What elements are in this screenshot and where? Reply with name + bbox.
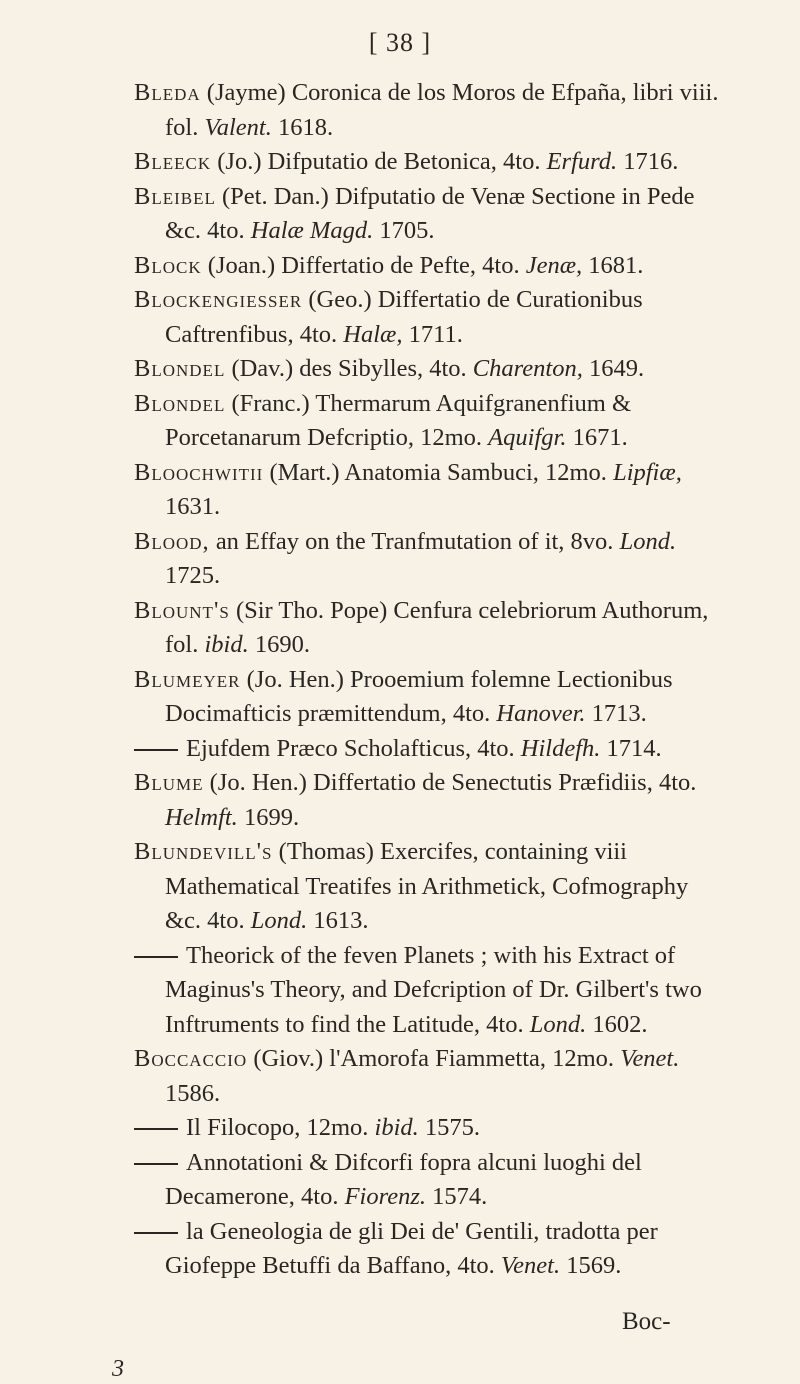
catalogue-entry: [134, 456, 725, 525]
entry-title: Ejufdem Præco Scholafticus, 4to.: [186, 734, 521, 762]
entry-year: 1690.: [248, 631, 310, 658]
entry-year: 1716.: [617, 148, 679, 175]
entry-title: (Geo.) Differtatio de Curationibus Caftrenfibus, 4to.: [165, 286, 643, 348]
catalogue-entry: [134, 766, 725, 835]
catalogue-entry: [134, 835, 725, 939]
entry-place: Lond.: [619, 527, 677, 555]
entry-author: Boccaccio: [134, 1045, 248, 1072]
entry-title: (Thomas) Exercifes, containing viii Mathematical Treatifes in Arithmetick, Cofmography &c. 4to.: [165, 838, 689, 934]
catalogue-entry: [134, 387, 725, 456]
catalogue-entry: [134, 1146, 725, 1215]
entry-year: 1586.: [165, 1079, 221, 1107]
catalogue-entry: [134, 939, 725, 1043]
entry-author: Blondel: [134, 355, 226, 382]
entry-place: Hildefh.: [520, 734, 601, 762]
entry-place: Lond.: [250, 907, 308, 934]
catalogue-entry: [134, 76, 725, 145]
entry-year: 1714.: [600, 734, 662, 762]
entry-title: (Dav.) des Sibylles, 4to.: [225, 355, 473, 382]
entry-title: an Effay on the Tranfmutation of it, 8vo.: [209, 527, 620, 555]
entry-title: Il Filocopo, 12mo.: [186, 1114, 375, 1141]
entry-year: 1575.: [418, 1114, 481, 1141]
entry-place: Lipfiæ,: [613, 458, 682, 486]
catalogue-entry: [134, 525, 725, 594]
ditto-dash: [134, 1128, 178, 1130]
catalogue-entry: [134, 352, 725, 387]
entry-year: 1699.: [237, 803, 300, 831]
entry-title: (Jayme) Coronica de los Moros de Efpaña, libri viii. fol.: [165, 79, 719, 141]
catalogue-entry: [134, 1042, 725, 1111]
catalogue-entry: [134, 594, 725, 663]
entry-title: (Jo. Hen.) Differtatio de Senectutis Præfidiis, 4to.: [203, 769, 697, 796]
ditto-dash: [134, 1163, 178, 1165]
entry-place: Aquifgr.: [488, 424, 567, 451]
entry-place: Hanover.: [496, 700, 586, 727]
entry-author: Block: [134, 251, 202, 279]
entry-place: Halæ Magd.: [250, 217, 374, 244]
catalogue-entry: [134, 283, 725, 352]
entry-title: (Sir Tho. Pope) Cenfura celebriorum Authorum, fol.: [165, 596, 709, 658]
entry-place: Jenæ,: [525, 251, 583, 279]
entry-place: Lond.: [529, 1010, 587, 1038]
entry-place: Halæ,: [343, 320, 403, 348]
entry-title: (Franc.) Thermarum Aquifgranenfium & Porcetanarum Defcriptio, 12mo.: [165, 389, 632, 451]
entry-year: 1671.: [566, 424, 628, 451]
entry-title: la Geneologia de gli Dei de' Gentili, tradotta per Giofeppe Betuffi da Baffano, 4to.: [165, 1217, 658, 1279]
entry-author: Blumeyer: [134, 665, 241, 693]
entry-author: Blood,: [134, 527, 210, 555]
entry-author: Bleeck: [134, 148, 212, 175]
catalogue-entry: [134, 663, 725, 732]
entry-year: 1613.: [307, 907, 369, 934]
entry-year: 1569.: [560, 1252, 622, 1279]
entry-year: 1705.: [373, 217, 435, 244]
catalogue-entry: [134, 145, 725, 180]
entry-place: ibid.: [204, 631, 249, 658]
entry-author: Bleibel: [134, 182, 216, 210]
entry-year: 1711.: [402, 320, 463, 348]
entry-title: (Pet. Dan.) Difputatio de Venæ Sectione in Pede &c. 4to.: [165, 182, 695, 244]
catchword: Boc-: [622, 1308, 671, 1335]
catalogue-entry: [134, 1111, 725, 1146]
entry-author: Blount's: [134, 596, 230, 624]
entry-place: Venet.: [620, 1045, 680, 1072]
entry-author: Blockengiesser: [134, 286, 303, 313]
catalogue-entry: [134, 180, 725, 249]
entry-author: Bleda: [134, 79, 201, 106]
entry-title: (Giov.) l'Amorofa Fiammetta, 12mo.: [247, 1045, 621, 1072]
entry-title: (Jo.) Difputatio de Betonica, 4to.: [211, 148, 547, 175]
catalogue-entry: [134, 249, 725, 284]
entry-year: 1602.: [586, 1010, 648, 1038]
catalogue-entry: [134, 732, 725, 767]
entry-year: 1713.: [585, 700, 647, 727]
entry-place: Venet.: [500, 1252, 561, 1279]
entry-author: Blondel: [134, 389, 226, 417]
entry-title: (Mart.) Anatomia Sambuci, 12mo.: [263, 458, 614, 486]
entry-year: 1574.: [426, 1183, 488, 1210]
entry-year: 1681.: [582, 251, 644, 279]
entry-title: (Jo. Hen.) Prooemium folemne Lectionibus Docimafticis præmittendum, 4to.: [165, 665, 673, 727]
signature-mark: 3: [112, 1356, 124, 1382]
entry-year: 1631.: [165, 493, 221, 520]
entry-title: Annotationi & Difcorfi fopra alcuni luoghi del Decamerone, 4to.: [165, 1148, 642, 1210]
ditto-dash: [134, 749, 178, 751]
entry-author: Blundevill's: [134, 838, 273, 865]
entry-year: 1725.: [165, 562, 221, 589]
catalogue-entries: [0, 76, 800, 1284]
catalogue-entry: [134, 1215, 725, 1284]
entry-place: Charenton,: [472, 355, 583, 382]
entry-place: ibid.: [374, 1114, 419, 1141]
entry-year: 1618.: [271, 113, 334, 141]
entry-year: 1649.: [582, 355, 645, 382]
ditto-dash: [134, 956, 178, 958]
entry-place: Fiorenz.: [344, 1183, 427, 1210]
entry-place: Erfurd.: [546, 148, 618, 175]
entry-place: Helmft.: [165, 803, 238, 831]
entry-author: Bloochwitii: [134, 458, 264, 486]
entry-place: Valent.: [204, 113, 272, 141]
entry-author: Blume: [134, 769, 204, 796]
entry-title: (Joan.) Differtatio de Pefte, 4to.: [201, 251, 526, 279]
page-number: [ 38 ]: [368, 28, 432, 57]
ditto-dash: [134, 1232, 178, 1234]
entry-title: Theorick of the feven Planets ; with his Extract of Maginus's Theory, and Defcription of Dr. Gilbert's two Inftruments to find the Latitude, 4to.: [165, 941, 702, 1038]
